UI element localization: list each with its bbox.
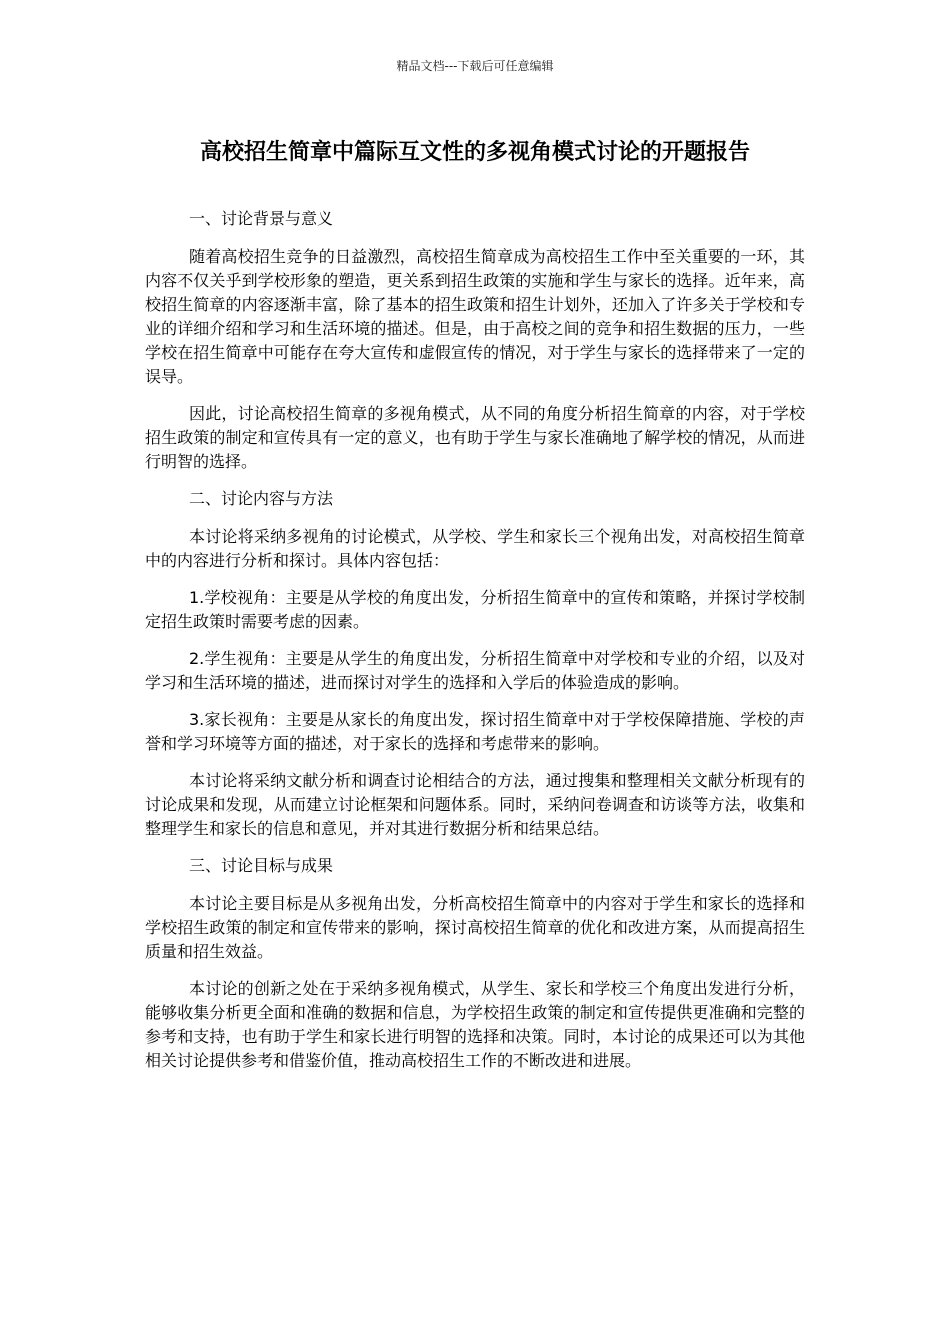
list-item-school-view: 1.学校视角：主要是从学校的角度出发，分析招生简章中的宣传和策略，并探讨学校制定招生政策时需要考虑的因素。 bbox=[145, 588, 805, 631]
paragraph: 本讨论主要目标是从多视角出发，分析高校招生简章中的内容对于学生和家长的选择和学校招生政策的制定和宣传带来的影响，探讨高校招生简章的优化和改进方案，从而提高招生质量和招生效益。 bbox=[145, 894, 805, 961]
list-item-student-view: 2.学生视角：主要是从学生的角度出发，分析招生简章中对学校和专业的介绍，以及对学习和生活环境的描述，进而探讨对学生的选择和入学后的体验造成的影响。 bbox=[145, 649, 805, 692]
document-body bbox=[145, 207, 805, 1086]
document-title: 高校招生简章中篇际互文性的多视角模式讨论的开题报告 bbox=[199, 140, 750, 165]
section-heading-goals-results: 三、讨论目标与成果 bbox=[189, 856, 334, 875]
page-header: 精品文档---下载后可任意编辑 bbox=[396, 59, 554, 73]
paragraph: 本讨论将采纳文献分析和调查讨论相结合的方法，通过搜集和整理相关文献分析现有的讨论成果和发现，从而建立讨论框架和问题体系。同时，采纳问卷调查和访谈等方法，收集和整理学生和家长的信息和意见，并对其进行数据分析和结果总结。 bbox=[145, 771, 805, 838]
paragraph: 本讨论将采纳多视角的讨论模式，从学校、学生和家长三个视角出发，对高校招生简章中的内容进行分析和探讨。具体内容包括： bbox=[145, 527, 805, 570]
paragraph: 本讨论的创新之处在于采纳多视角模式，从学生、家长和学校三个角度出发进行分析，能够收集分析更全面和准确的数据和信息，为学校招生政策的制定和宣传提供更准确和完整的参考和支持，也有助于学生和家长进行明智的选择和决策。同时，本讨论的成果还可以为其他相关讨论提供参考和借鉴价值，推动高校招生工作的不断改进和进展。 bbox=[145, 979, 805, 1070]
section-heading-background: 一、讨论背景与意义 bbox=[189, 209, 334, 228]
section-heading-content-method: 二、讨论内容与方法 bbox=[189, 489, 334, 508]
paragraph: 因此，讨论高校招生简章的多视角模式，从不同的角度分析招生简章的内容，对于学校招生政策的制定和宣传具有一定的意义，也有助于学生与家长准确地了解学校的情况，从而进行明智的选择。 bbox=[145, 404, 805, 471]
paragraph: 随着高校招生竞争的日益激烈，高校招生简章成为高校招生工作中至关重要的一环，其内容不仅关乎到学校形象的塑造，更关系到招生政策的实施和学生与家长的选择。近年来，高校招生简章的内容逐渐丰富，除了基本的招生政策和招生计划外，还加入了许多关于学校和专业的详细介绍和学习和生活环境的描述。但是，由于高校之间的竞争和招生数据的压力，一些学校在招生简章中可能存在夸大宣传和虚假宣传的情况，对于学生与家长的选择带来了一定的误导。 bbox=[145, 247, 805, 386]
list-item-parent-view: 3.家长视角：主要是从家长的角度出发，探讨招生简章中对于学校保障措施、学校的声誉和学习环境等方面的描述，对于家长的选择和考虑带来的影响。 bbox=[145, 710, 805, 753]
